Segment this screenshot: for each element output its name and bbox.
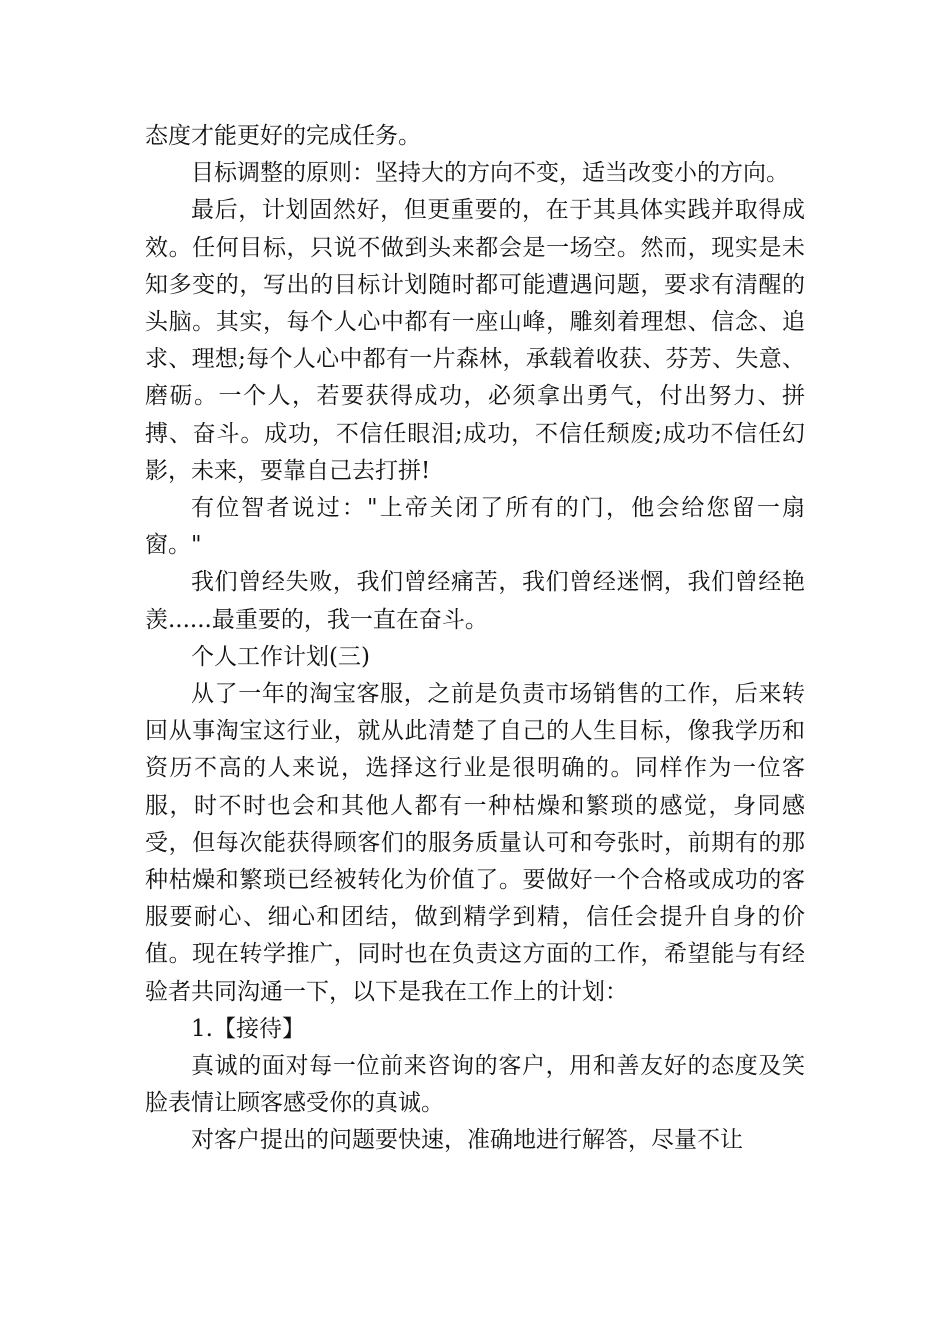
paragraph: 从了一年的淘宝客服，之前是负责市场销售的工作，后来转回从事淘宝这行业，就从此清楚了自己的人生目标，像我学历和资历不高的人来说，选择这行业是很明确的。同样作为一位客服，时不时也会和其他人都有一种枯燥和繁琐的感觉，身同感受，但每次能获得顾客们的服务质量认可和夸张时，前期有的那种枯燥和繁琐已经被转化为价值了。要做好一个合格或成功的客服要耐心、细心和团结，做到精学到精，信任会提升自身的价值。现在转学推广，同时也在负责这方面的工作，希望能与有经验者共同沟通一下，以下是我在工作上的计划： [145,681,805,1005]
section-heading: 个人工作计划(三) [191,643,370,670]
paragraph: 真诚的面对每一位前来咨询的客户，用和善友好的态度及笑脸表情让顾客感受你的真诚。 [145,1053,805,1117]
paragraph: 有位智者说过："上帝关闭了所有的门，他会给您留一扇窗。" [145,495,805,559]
paragraph: 我们曾经失败，我们曾经痛苦，我们曾经迷惘，我们曾经艳羡......最重要的，我一直在奋斗。 [145,569,805,633]
paragraph: 目标调整的原则：坚持大的方向不变，适当改变小的方向。 [191,160,789,187]
list-heading: 1.【接待】 [191,1015,305,1042]
paragraph: 态度才能更好的完成任务。 [145,123,421,149]
paragraph: 最后，计划固然好，但更重要的，在于其具体实践并取得成效。任何目标，只说不做到头来都会是一场空。然而，现实是未知多变的，写出的目标计划随时都可能遭遇问题，要求有清醒的头脑。其实，每个人心中都有一座山峰，雕刻着理想、信念、追求、理想;每个人心中都有一片森林，承载着收获、芬芳、失意、磨砺。一个人，若要获得成功，必须拿出勇气，付出努力、拼搏、奋斗。成功，不信任眼泪;成功，不信任颓废;成功不信任幻影，未来，要靠自己去打拼! [145,197,805,484]
document-body [145,118,805,1160]
paragraph: 对客户提出的问题要快速，准确地进行解答，尽量不让 [191,1127,743,1154]
